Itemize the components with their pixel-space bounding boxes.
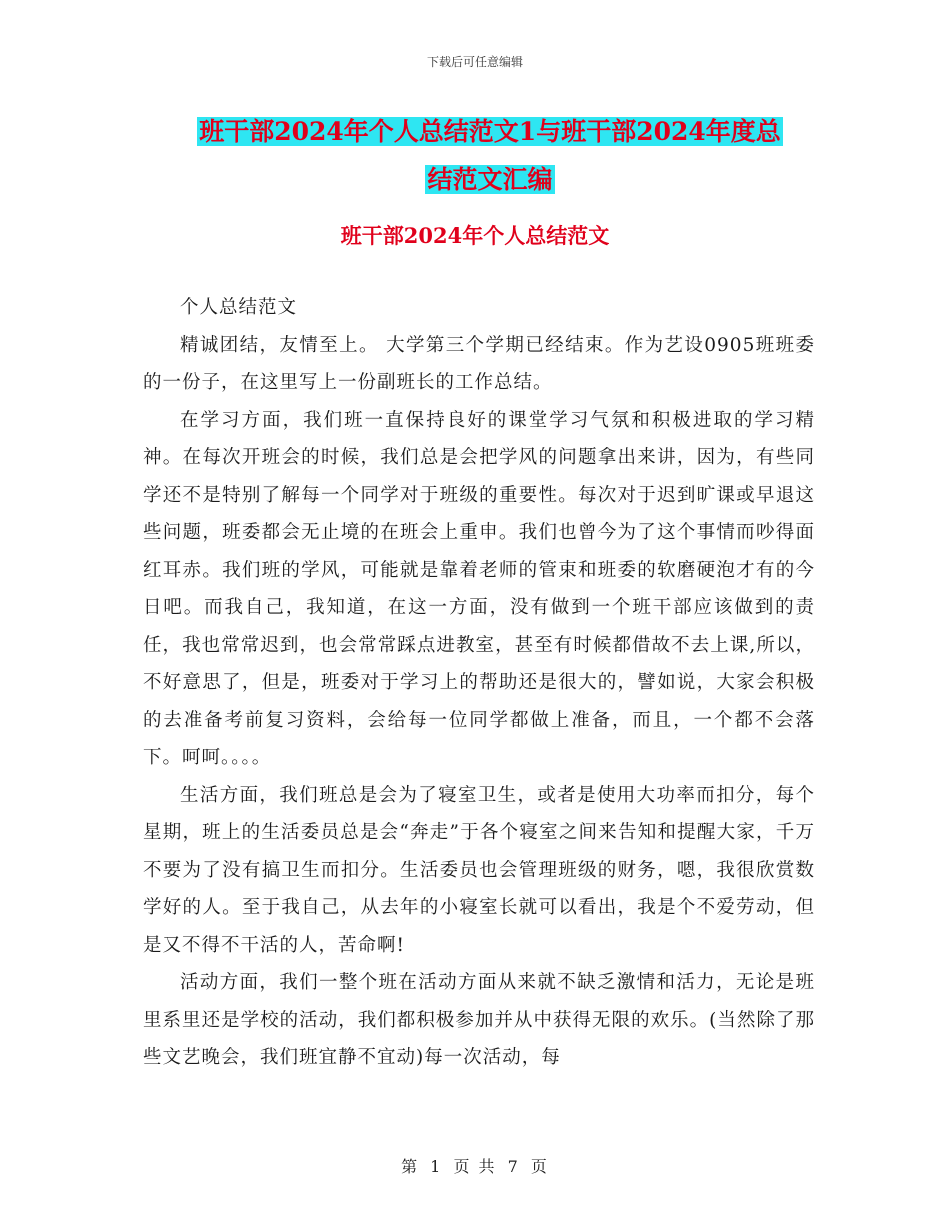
page-number: 1 [430,1157,443,1176]
paragraph: 活动方面，我们一整个班在活动方面从来就不缺乏激情和活力，无论是班里系里还是学校的活动，我们都积极参加并从中获得无限的欢乐。(当然除了那些文艺晚会，我们班宜静不宜动)每一次活动，每 [143,972,815,1068]
page-label-mid: 页 共 [453,1157,497,1176]
header-note: 下载后可任意编辑 [426,55,523,69]
paragraph: 个人总结范文 [180,297,298,318]
section-title: 班干部2024年个人总结范文 [340,223,610,248]
title-line-1: 班干部2024年个人总结范文1与班干部2024年度总 [199,117,781,146]
page-footer [0,1154,950,1177]
paragraph: 精诚团结，友情至上。 大学第三个学期已经结束。作为艺设0905班班委的一份子，在这里写上一份副班长的工作总结。 [143,334,815,393]
page-label-suffix: 页 [530,1157,549,1176]
page-label-prefix: 第 [401,1157,420,1176]
paragraph: 生活方面，我们班总是会为了寝室卫生，或者是使用大功率而扣分，每个星期，班上的生活委员总是会“奔走”于各个寝室之间来告知和提醒大家，千万不要为了没有搞卫生而扣分。生活委员也会管理班级的财务，嗯，我很欣赏数学好的人。至于我自己，从去年的小寝室长就可以看出，我是个不爱劳动，但是又不得不干活的人，苦命啊! [143,784,815,956]
body-text [143,289,815,1077]
document-title [140,108,840,204]
total-pages: 7 [507,1157,520,1176]
title-line-2: 结范文汇编 [427,165,553,194]
paragraph: 在学习方面，我们班一直保持良好的课堂学习气氛和积极进取的学习精神。在每次开班会的时候，我们总是会把学风的问题拿出来讲，因为，有些同学还不是特别了解每一个同学对于班级的重要性。每次对于迟到旷课或早退这些问题，班委都会无止境的在班会上重申。我们也曾今为了这个事情而吵得面红耳赤。我们班的学风，可能就是靠着老师的管束和班委的软磨硬泡才有的今日吧。而我自己，我知道，在这一方面，没有做到一个班干部应该做到的责任，我也常常迟到，也会常常踩点进教室，甚至有时候都借故不去上课,所以，不好意思了，但是，班委对于学习上的帮助还是很大的，譬如说，大家会积极的去准备考前复习资料，会给每一位同学都做上准备，而且，一个都不会落下。呵呵。。。。 [143,409,815,768]
